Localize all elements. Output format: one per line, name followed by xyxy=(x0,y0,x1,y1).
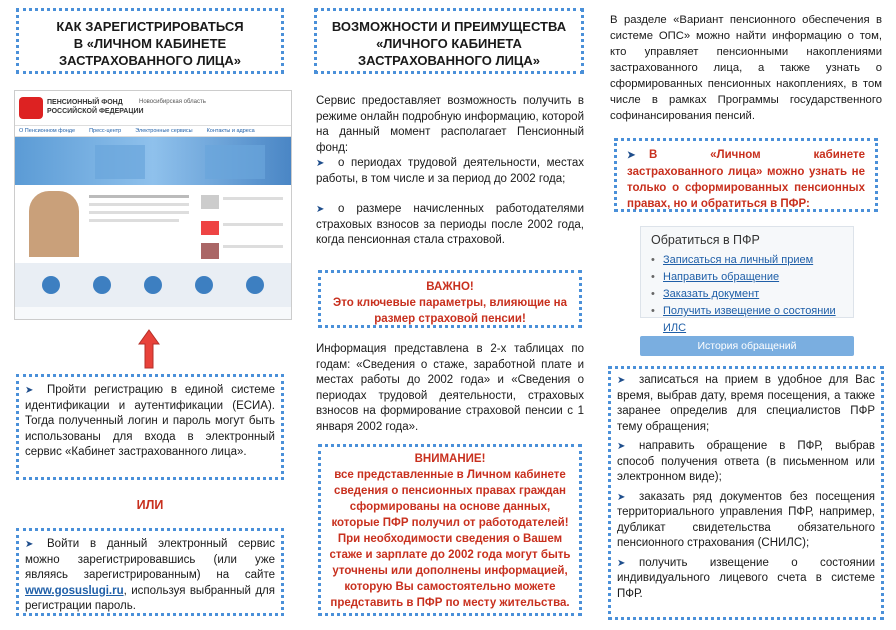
important-body: Это ключевые параметры, влияющие на размер страховой пенсии! xyxy=(333,297,567,325)
site-banner xyxy=(15,137,291,185)
up-arrow-icon xyxy=(137,328,161,370)
pfr-site-screenshot xyxy=(14,90,292,320)
col3-callout-text xyxy=(627,147,865,212)
site-nav-item[interactable]: О Пенсионном фонде xyxy=(19,128,76,134)
service-tile-icon[interactable] xyxy=(42,276,60,294)
col2-bullet2 xyxy=(316,202,584,249)
bullet-text: получить извещение о состоянии индивидуального лицевого счета в системе ПФР. xyxy=(617,556,875,600)
panel-link-appointment[interactable]: • Записаться на личный прием xyxy=(651,252,843,269)
arrow-bullet-icon: ➤ xyxy=(617,375,626,386)
site-region: Новосибирская область xyxy=(139,99,206,105)
col2-intro: Сервис предоставляет возможность получить в режиме онлайн подробную информацию, которой на данный момент располагает Пенсионный фонд: xyxy=(316,95,584,154)
site-nav xyxy=(15,125,291,137)
bullet-text: о периодах трудовой деятельности, местах работы, в том числе и за период до 2002 года; xyxy=(316,157,584,185)
history-button[interactable]: История обращений xyxy=(640,336,854,356)
col2-bullet1 xyxy=(316,156,584,187)
col2-title-line: ВОЗМОЖНОСТИ И ПРЕИМУЩЕСТВА xyxy=(331,19,567,34)
col2-title-line: «ЛИЧНОГО КАБИНЕТА xyxy=(376,36,522,51)
bullet-text: направить обращение в ПФР, выбрав способ получения ответа (в письменном или электронном виде); xyxy=(617,440,875,483)
col1-title-line: КАК ЗАРЕГИСТРИРОВАТЬСЯ xyxy=(56,19,244,34)
bullet-text: о размере начисленных работодателями страховых взносов за периоды после 2002 года, когда пенсионная стала страховой. xyxy=(316,203,584,246)
logo-line: ПЕНСИОННЫЙ ФОНД xyxy=(47,99,123,106)
site-service-tiles xyxy=(15,263,291,307)
important-heading: ВАЖНО! xyxy=(426,281,474,293)
site-content xyxy=(15,185,291,263)
arrow-bullet-icon: ➤ xyxy=(25,385,34,396)
col1-title-box xyxy=(16,8,284,74)
col1-step2-box xyxy=(16,528,284,616)
gosuslugi-link[interactable]: www.gosuslugi.ru xyxy=(25,584,124,597)
arrow-bullet-icon: ➤ xyxy=(316,204,325,215)
col3-intro: В разделе «Вариант пенсионного обеспечения в системе ОПС» можно найти информацию о том, кто управляет пенсионными накоплениями застрахованного лица, а также узнать о сформированных пенсионных накоплениях, в том числе в рамках Программы государственного софинансирования пенсий. xyxy=(610,14,882,122)
col3-bullet1 xyxy=(617,373,875,435)
attention-body: все представленные в Личном кабинете сведения о пенсионных правах граждан сформированы на основе данных, которые ПФР получил от работодателей! При необходимости сведения о Вашем стаже и зарплате до 2002 года могут быть уточнены или дополнены информацией, которую Вы самостоятельно можете представить в ПФР по месту жительства. xyxy=(329,469,571,609)
arrow-bullet-icon: ➤ xyxy=(316,158,325,169)
service-tile-icon[interactable] xyxy=(246,276,264,294)
bullet-text: записаться на прием в удобное для Вас время, выбрав дату, время посещения, а также заранее определив для специалистов ПФР тему обращения; xyxy=(617,374,875,433)
col2-title-box xyxy=(314,8,584,74)
arrow-bullet-icon: ➤ xyxy=(25,539,34,550)
col3-bullet2 xyxy=(617,439,875,486)
service-tile-icon[interactable] xyxy=(144,276,162,294)
important-box xyxy=(318,270,582,328)
col1-step1-box xyxy=(16,374,284,480)
step2-text-end: , используя выбранный для регистрации пароль. xyxy=(25,584,275,612)
col3-bullet4 xyxy=(617,556,875,603)
col1-step1-text xyxy=(25,383,275,461)
attention-heading: ВНИМАНИЕ! xyxy=(414,453,486,465)
service-tile-icon[interactable] xyxy=(93,276,111,294)
panel-title: Обратиться в ПФР xyxy=(651,233,760,247)
site-header xyxy=(15,91,291,125)
logo-line: РОССИЙСКОЙ ФЕДЕРАЦИИ xyxy=(47,108,144,115)
people-photo-icon xyxy=(29,191,79,257)
callout-text: В «Личном кабинете застрахованного лица» можно узнать не только о сформированных пенсионных правах, но и обратиться в ПФР: xyxy=(627,149,865,210)
site-nav-item[interactable]: Пресс-центр xyxy=(89,128,122,134)
panel-link-document[interactable]: • Заказать документ xyxy=(651,286,843,303)
site-nav-item[interactable]: Контакты и адреса xyxy=(206,128,255,134)
arrow-bullet-icon: ➤ xyxy=(617,557,626,569)
service-tile-icon[interactable] xyxy=(195,276,213,294)
col3-callout-box xyxy=(614,138,878,212)
site-logo-text xyxy=(47,98,144,116)
panel-link-ils[interactable]: • Получить извещение о состоянии ИЛС xyxy=(651,303,843,337)
arrow-bullet-icon: ➤ xyxy=(617,491,626,503)
or-label: ИЛИ xyxy=(136,498,164,512)
attention-box xyxy=(318,444,582,616)
col3-bullets-box xyxy=(608,366,884,620)
site-nav-item[interactable]: Электронные сервисы xyxy=(135,128,193,134)
col1-title-line: ЗАСТРАХОВАННОГО ЛИЦА» xyxy=(58,53,242,68)
step1-text: Пройти регистрацию в единой системе идентификации и аутентификации (ЕСИА). Тогда полученный логин и пароль могут быть использованы для входа в электронный сервис «Кабинет застрахованного лица». xyxy=(25,384,275,458)
bullet-text: заказать ряд документов без посещения территориального управления ПФР, например, дубликат свидетельства обязательного пенсионного страхования (СНИЛС); xyxy=(617,490,875,549)
panel-link-appeal[interactable]: • Направить обращение xyxy=(651,269,843,286)
arrow-bullet-icon: ➤ xyxy=(627,150,636,161)
col1-title-line: В «ЛИЧНОМ КАБИНЕТЕ xyxy=(73,36,227,51)
col2-info: Информация представлена в 2-х таблицах по годам: «Сведения о стаже, заработной плате и местах работы до 2002 года» и «Сведения о периодах трудовой деятельности, страховых взносов на формирование страховой пенсии с 1 января 2002 года». xyxy=(316,343,584,433)
col1-step2-text xyxy=(25,537,275,615)
contact-pfr-panel xyxy=(640,226,854,334)
col2-title-line: ЗАСТРАХОВАННОГО ЛИЦА» xyxy=(357,53,541,68)
col3-bullet3 xyxy=(617,490,875,552)
pfr-logo-icon xyxy=(19,97,43,119)
step2-text: Войти в данный электронный сервис можно зарегистрировавшись (или уже являясь зарегистрированным) на сайте xyxy=(25,538,275,581)
arrow-bullet-icon: ➤ xyxy=(617,441,626,452)
